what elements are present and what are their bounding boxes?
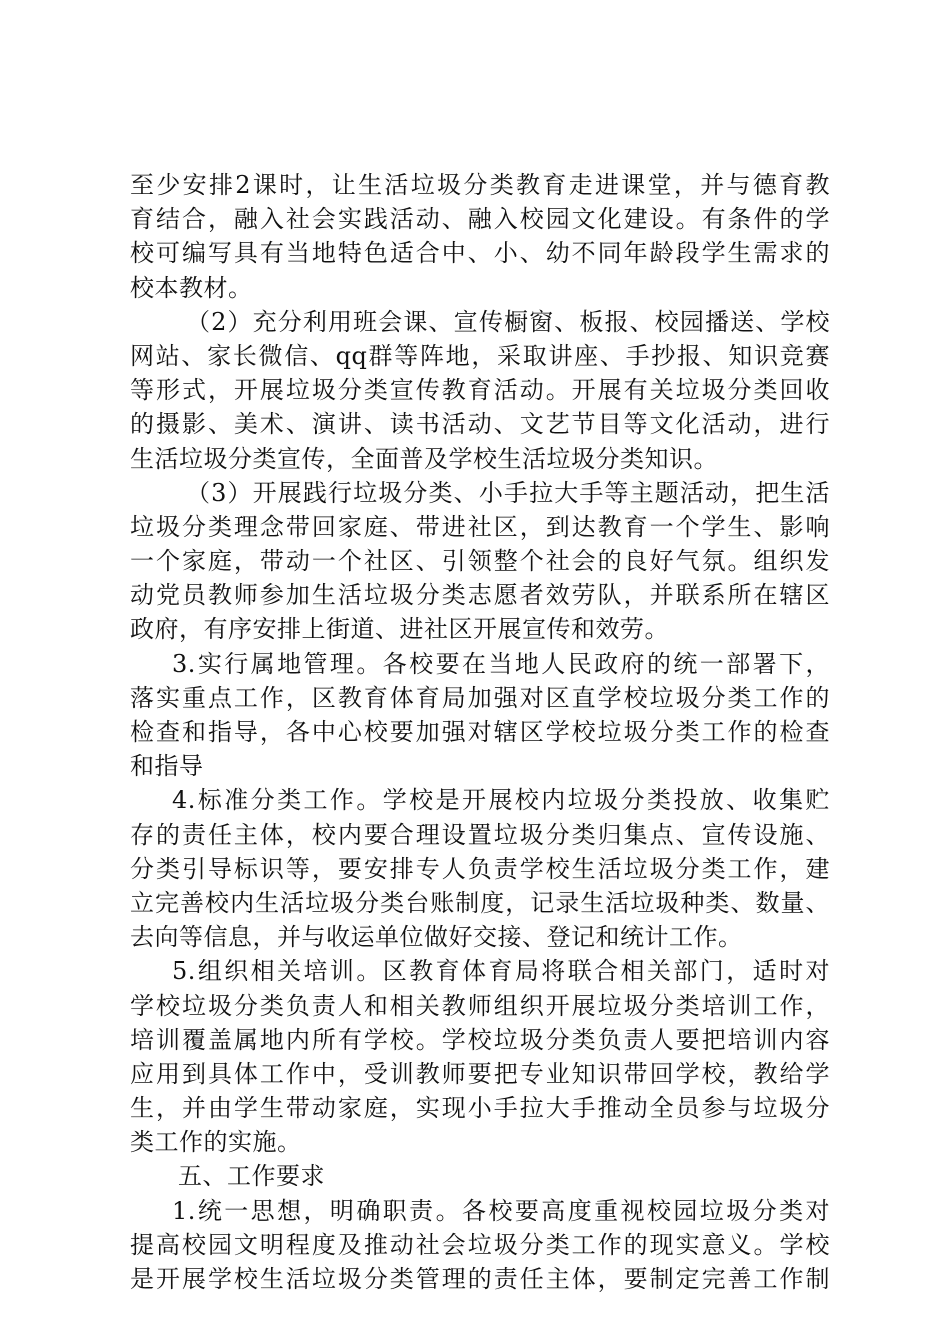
- text-line: 校本教材。: [130, 273, 253, 302]
- text-line: 落实重点工作，区教育体育局加强对区直学校垃圾分类工作的: [130, 683, 830, 712]
- text-line: 网站、家长微信、qq群等阵地，采取讲座、手抄报、知识竞赛: [130, 341, 830, 370]
- text-line: 至少安排2课时，让生活垃圾分类教育走进课堂，并与德育教: [130, 171, 830, 199]
- section-heading: 五、工作要求: [178, 1162, 325, 1191]
- text-line: 类工作的实施。: [130, 1128, 302, 1157]
- text-line: 立完善校内生活垃圾分类台账制度，记录生活垃圾种类、数量、: [130, 888, 830, 917]
- text-line: 生，并由学生带动家庭，实现小手拉大手推动全员参与垃圾分: [130, 1094, 830, 1123]
- text-line: 去向等信息，并与收运单位做好交接、登记和统计工作。: [130, 923, 743, 952]
- text-line: 和指导: [130, 752, 204, 781]
- text-line: 提高校园文明程度及推动社会垃圾分类工作的现实意义。学校: [130, 1230, 830, 1259]
- text-line: 校可编写具有当地特色适合中、小、幼不同年龄段学生需求的: [130, 239, 830, 268]
- text-line: 动党员教师参加生活垃圾分类志愿者效劳队，并联系所在辖区: [130, 581, 830, 610]
- text-line: 生活垃圾分类宣传，全面普及学校生活垃圾分类知识。: [130, 444, 718, 473]
- document-body: [130, 168, 830, 1296]
- text-line: 政府，有序安排上街道、进社区开展宣传和效劳。: [130, 615, 669, 644]
- text-line: 5.组织相关培训。区教育体育局将联合相关部门，适时对: [172, 957, 830, 986]
- text-line: 垃圾分类理念带回家庭、带进社区，到达教育一个学生、影响: [130, 512, 830, 541]
- text-line: 应用到具体工作中，受训教师要把专业知识带回学校，教给学: [130, 1059, 830, 1088]
- text-line: 等形式，开展垃圾分类宣传教育活动。开展有关垃圾分类回收: [130, 376, 830, 405]
- text-line: 培训覆盖属地内所有学校。学校垃圾分类负责人要把培训内容: [130, 1025, 830, 1054]
- text-line: （2）充分利用班会课、宣传橱窗、板报、校园播送、学校: [186, 307, 830, 336]
- text-line: 存的责任主体，校内要合理设置垃圾分类归集点、宣传设施、: [130, 820, 830, 849]
- text-line: 一个家庭，带动一个社区、引领整个社会的良好气氛。组织发: [130, 547, 830, 576]
- text-line: （3）开展践行垃圾分类、小手拉大手等主题活动，把生活: [186, 478, 830, 507]
- text-line: 检查和指导，各中心校要加强对辖区学校垃圾分类工作的检查: [130, 718, 830, 746]
- text-line: 3.实行属地管理。各校要在当地人民政府的统一部署下，: [172, 649, 830, 678]
- text-line: 分类引导标识等，要安排专人负责学校生活垃圾分类工作，建: [130, 854, 830, 883]
- text-line: 4.标准分类工作。学校是开展校内垃圾分类投放、收集贮: [172, 786, 830, 815]
- text-line: 的摄影、美术、演讲、读书活动、文艺节目等文化活动，进行: [130, 410, 830, 439]
- text-line: 是开展学校生活垃圾分类管理的责任主体，要制定完善工作制: [130, 1265, 830, 1293]
- text-line: 1.统一思想，明确职责。各校要高度重视校园垃圾分类对: [172, 1196, 830, 1225]
- text-line: 学校垃圾分类负责人和相关教师组织开展垃圾分类培训工作，: [130, 991, 830, 1020]
- text-line: 育结合，融入社会实践活动、融入校园文化建设。有条件的学: [130, 205, 830, 234]
